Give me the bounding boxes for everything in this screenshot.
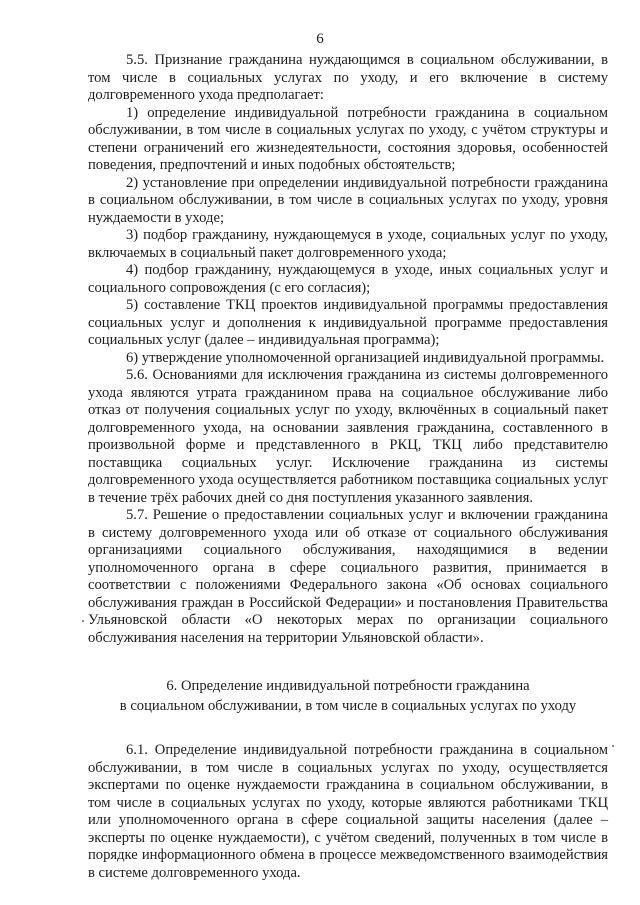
page-number: 6 — [316, 31, 324, 47]
scan-speck — [612, 745, 614, 747]
list-item: 6) утверждение уполномоченной организацией индивидуальной программы. — [126, 349, 605, 366]
list-item: 4) подбор гражданину, нуждающемуся в уходе, иных социальных услуг и социального сопровождения (с его согласия); — [88, 262, 608, 296]
list-item: 1) определение индивидуальной потребности гражданина в социальном обслуживании, в том числе в социальных услугах по уходу, с учётом структуры и степени ограничений его жизнедеятельности, состояния здоровья, особенностей поведения, предпочтений и иных подобных обстоятельств; — [88, 104, 608, 173]
section-6-heading — [88, 676, 608, 716]
scan-speck — [82, 620, 84, 622]
paragraph-6-1: 6.1. Определение индивидуальной потребности гражданина в социальном обслуживании, в том числе в социальных услугах по уходу, осуществляется экспертами по оценке нуждаемости гражданина в социальном обслуживании, в том числе в социальных услугах по уходу, которые являются работниками ТКЦ или уполномоченного органа в сфере социальной защиты населения (далее – эксперты по оценке нуждаемости), с учётом сведений, полученных в том числе в порядке информационного обмена в процессе межведомственного взаимодействия в системе долговременного ухода. — [88, 742, 608, 881]
heading-line: в социальном обслуживании, в том числе в социальных услугах по уходу — [119, 698, 577, 714]
paragraph-5-5: 5.5. Признание гражданина нуждающимся в социальном обслуживании, в том числе в социальных услугах по уходу, и его включение в систему долговременного ухода предполагает: — [88, 52, 608, 103]
paragraph-5-6: 5.6. Основаниями для исключения гражданина из системы долговременного ухода являются утрата гражданином права на социальное обслуживание либо отказ от получения социальных услуг по уходу, включённых в социальный пакет долговременного ухода, на основании заявления гражданина, составленного в произвольной форме и представленного в РКЦ, ТКЦ либо представителю поставщика социальных услуг. Исключение гражданина из системы долговременного ухода осуществляется работником поставщика социальных услуг в течение трёх рабочих дней со дня поступления указанного заявления. — [88, 367, 608, 506]
list-item: 5) составление ТКЦ проектов индивидуальной программы предоставления социальных услуг и дополнения к индивидуальной программе предоставления социальных услуг (далее – индивидуальная программа); — [88, 297, 608, 348]
paragraph-5-7: 5.7. Решение о предоставлении социальных услуг и включении гражданина в систему долговременного ухода или об отказе от социального обслуживания организациями социального обслуживания, находящимися в ведении уполномоченного органа в сфере социального развития, принимается в соответствии с положениями Федерального закона «Об основах социального обслуживания граждан в Российской Федерации» и постановления Правительства Ульяновской области «О некоторых мерах по организации социального обслуживания населения на территории Ульяновской области». — [88, 507, 608, 646]
document-body — [88, 52, 608, 882]
list-item: 3) подбор гражданину, нуждающемуся в уходе, социальных услуг по уходу, включаемых в социальный пакет долговременного ухода; — [88, 227, 608, 261]
heading-line: 6. Определение индивидуальной потребности гражданина — [166, 678, 530, 694]
list-item: 2) установление при определении индивидуальной потребности гражданина в социальном обслуживании, в том числе в социальных услугах по уходу, уровня нуждаемости в уходе; — [88, 174, 608, 226]
